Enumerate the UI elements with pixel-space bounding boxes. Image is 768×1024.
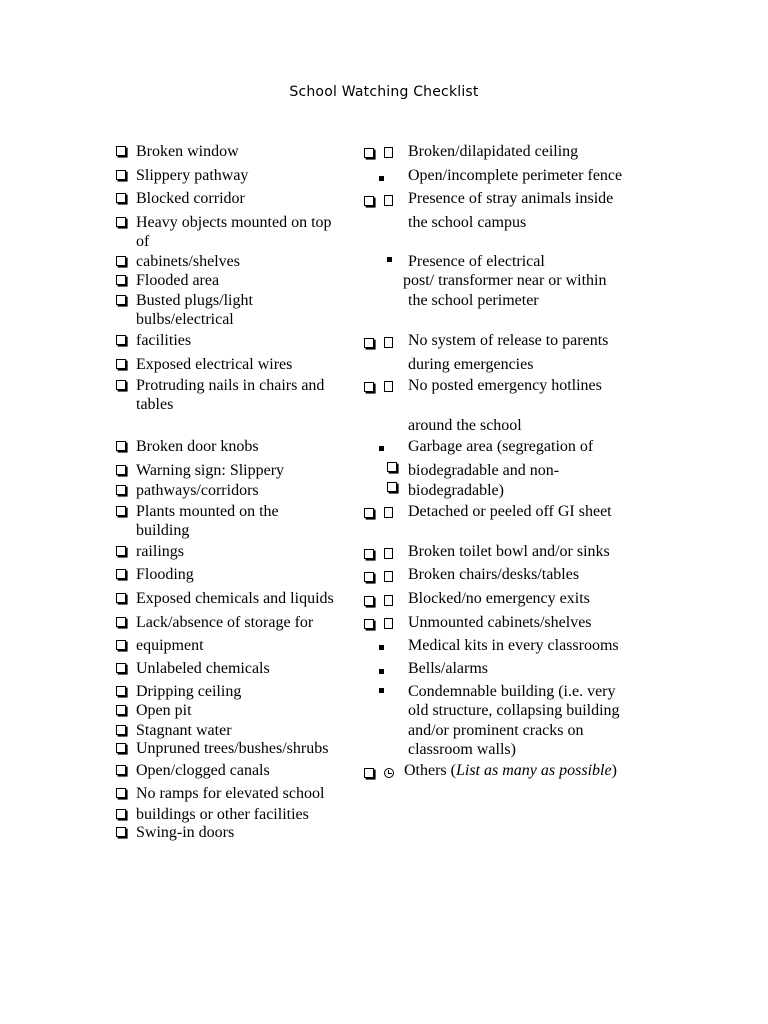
item-label: Busted plugs/light [136, 292, 253, 309]
placeholder-glyph-icon [384, 147, 393, 158]
item-label: Broken door knobs [136, 438, 259, 455]
checkbox-icon[interactable] [116, 743, 126, 753]
checkbox-icon[interactable] [116, 765, 126, 775]
list-item-label: Broken/dilapidated ceiling [408, 143, 579, 160]
checkbox-icon[interactable] [364, 382, 374, 392]
checkbox-icon[interactable] [364, 508, 374, 518]
placeholder-glyph-icon [384, 548, 393, 559]
bullet-icon [379, 669, 384, 674]
item-label: Flooded area [136, 272, 220, 289]
item-label: No ramps for elevated school [136, 785, 325, 802]
others-label: Others ( [404, 762, 456, 779]
checkbox-pair[interactable] [364, 548, 393, 559]
checkbox-icon[interactable] [116, 359, 126, 369]
others-hint: List as many as possible [455, 762, 612, 779]
checkbox-icon[interactable] [116, 788, 126, 798]
checkbox-icon[interactable] [116, 705, 126, 715]
list-item-label: Open/incomplete perimeter fence [408, 167, 623, 184]
checkbox-icon[interactable] [116, 146, 126, 156]
checkbox-pair[interactable] [364, 381, 393, 392]
checkbox[interactable] [387, 482, 407, 492]
item-label: Protruding nails in chairs and [136, 377, 325, 394]
checkbox-icon[interactable] [116, 569, 126, 579]
checkbox-icon[interactable] [387, 462, 397, 472]
checkbox-icon[interactable] [364, 196, 374, 206]
item-label: pathways/corridors [136, 482, 259, 499]
checkbox-icon[interactable] [364, 768, 374, 778]
checkbox-icon[interactable] [116, 275, 126, 285]
item-label: buildings or other facilities [136, 806, 309, 823]
placeholder-glyph-icon [384, 381, 393, 392]
list-item-label: biodegradable) [408, 482, 504, 499]
list-item-label: classroom walls) [408, 741, 516, 758]
checkbox-icon[interactable] [116, 640, 126, 650]
item-label: Open/clogged canals [136, 762, 270, 779]
list-item-label: Presence of electrical [408, 253, 545, 270]
list-item-label: during emergencies [408, 356, 534, 373]
item-label: Lack/absence of storage for [136, 614, 314, 631]
page-title: School Watching Checklist [289, 84, 479, 100]
bullet-icon [379, 688, 384, 693]
item-label: equipment [136, 637, 204, 654]
item-label: of [136, 233, 150, 250]
checkbox-pair[interactable] [364, 768, 394, 778]
placeholder-glyph-icon [384, 195, 393, 206]
item-label: Plants mounted on the [136, 503, 279, 520]
list-item-label: Condemnable building (i.e. very [408, 683, 616, 700]
item-label: Exposed electrical wires [136, 356, 293, 373]
placeholder-glyph-icon [384, 595, 393, 606]
checkbox-icon[interactable] [116, 663, 126, 673]
checkbox-icon[interactable] [364, 572, 374, 582]
list-item-label: the school campus [408, 214, 527, 231]
item-label: Open pit [136, 702, 192, 719]
checkbox-icon[interactable] [116, 593, 126, 603]
list-item-label: Unmounted cabinets/shelves [408, 614, 592, 631]
list-item-label: Broken toilet bowl and/or sinks [408, 543, 610, 560]
item-label: Broken window [136, 143, 239, 160]
list-item-label: No system of release to parents [408, 332, 609, 349]
item-label: Unpruned trees/bushes/shrubs [136, 740, 329, 757]
list-item-label: the school perimeter [408, 292, 539, 309]
checkbox[interactable] [387, 462, 407, 472]
item-label: facilities [136, 332, 192, 349]
checkbox-icon[interactable] [116, 485, 126, 495]
checkbox-icon[interactable] [116, 686, 126, 696]
bullet-icon [379, 446, 384, 451]
item-label: Swing-in doors [136, 824, 235, 841]
checkbox-icon[interactable] [116, 380, 126, 390]
item-label: tables [136, 396, 174, 413]
placeholder-glyph-icon [384, 618, 393, 629]
list-item-label: post/ transformer near or within [403, 272, 607, 289]
checkbox-icon[interactable] [116, 170, 126, 180]
checkbox-icon[interactable] [387, 482, 397, 492]
item-label: cabinets/shelves [136, 253, 240, 270]
bullet-icon [387, 257, 392, 262]
list-item-label: Blocked/no emergency exits [408, 590, 590, 607]
checkbox-icon[interactable] [364, 619, 374, 629]
item-label: Flooding [136, 566, 194, 583]
list-item-label: Broken chairs/desks/tables [408, 566, 580, 583]
list-item-label: No posted emergency hotlines [408, 377, 602, 394]
checkbox-icon[interactable] [116, 295, 126, 305]
item-label: building [136, 522, 190, 539]
item-label: Stagnant water [136, 722, 232, 739]
checkbox-icon[interactable] [116, 809, 126, 819]
checkbox-icon[interactable] [116, 546, 126, 556]
item-label: railings [136, 543, 184, 560]
checkbox-icon[interactable] [364, 596, 374, 606]
item-label: Heavy objects mounted on top [136, 214, 332, 231]
others-item [404, 762, 617, 780]
bullet-icon [379, 645, 384, 650]
placeholder-glyph-icon [384, 337, 393, 348]
checkbox-icon[interactable] [116, 827, 126, 837]
item-label: bulbs/electrical [136, 311, 234, 328]
list-item-label: Medical kits in every classrooms [408, 637, 619, 654]
checkbox-icon[interactable] [116, 217, 126, 227]
item-label: Dripping ceiling [136, 683, 242, 700]
list-item-label: Presence of stray animals inside [408, 190, 614, 207]
checkbox-icon[interactable] [364, 549, 374, 559]
checkbox-icon[interactable] [116, 256, 126, 266]
item-label: Warning sign: Slippery [136, 462, 285, 479]
placeholder-glyph-icon [384, 571, 393, 582]
checkbox-pair[interactable] [364, 147, 393, 158]
item-label: Unlabeled chemicals [136, 660, 270, 677]
placeholder-glyph-icon [384, 507, 393, 518]
checkbox-icon[interactable] [116, 193, 126, 203]
checkbox-icon[interactable] [116, 335, 126, 345]
checkbox-pair[interactable] [364, 195, 393, 206]
list-item-label: biodegradable and non- [408, 462, 560, 479]
list-item-label: and/or prominent cracks on [408, 722, 584, 739]
checkbox-icon[interactable] [116, 506, 126, 516]
list-item-label: Bells/alarms [408, 660, 488, 677]
item-label: Exposed chemicals and liquids [136, 590, 334, 607]
checkbox-icon[interactable] [364, 338, 374, 348]
checkbox-icon[interactable] [116, 617, 126, 627]
others-close: ) [611, 762, 617, 779]
checkbox-pair[interactable] [364, 571, 393, 582]
bullet-icon [379, 176, 384, 181]
item-label: Slippery pathway [136, 167, 249, 184]
checkbox-icon[interactable] [116, 465, 126, 475]
list-item-label: Detached or peeled off GI sheet [408, 503, 612, 520]
list-item-label: old structure, collapsing building [408, 702, 620, 719]
checkbox-pair[interactable] [364, 618, 393, 629]
checkbox-pair[interactable] [364, 507, 393, 518]
item-label: Blocked corridor [136, 190, 245, 207]
checkbox-pair[interactable] [364, 595, 393, 606]
list-item-label: Garbage area (segregation of [408, 438, 594, 455]
list-item-label: around the school [408, 417, 522, 434]
checkbox-icon[interactable] [364, 148, 374, 158]
clock-icon [384, 768, 394, 778]
checkbox-icon[interactable] [116, 725, 126, 735]
checkbox-icon[interactable] [116, 441, 126, 451]
checkbox-pair[interactable] [364, 337, 393, 348]
